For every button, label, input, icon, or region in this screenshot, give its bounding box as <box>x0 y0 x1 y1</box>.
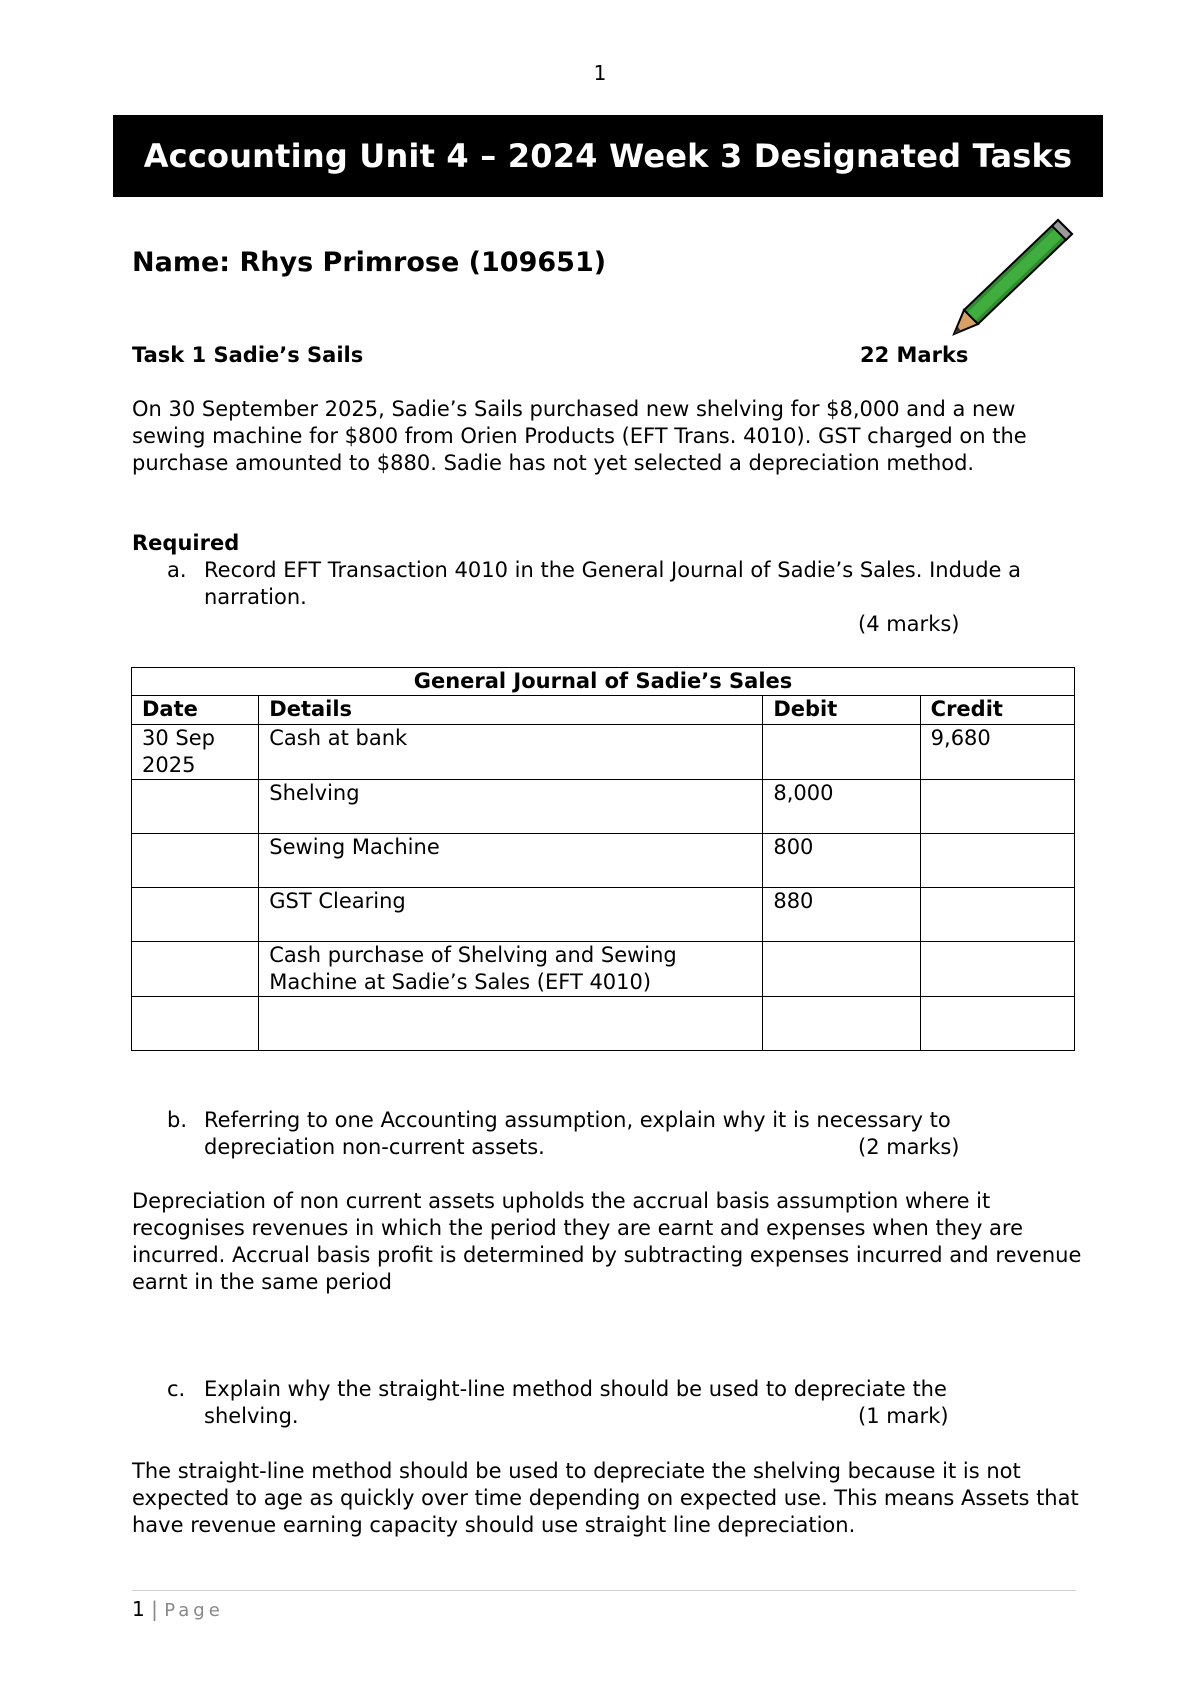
journal-cell-credit: 9,680 <box>920 725 1074 780</box>
journal-cell-date <box>132 942 259 997</box>
table-row <box>132 888 1075 942</box>
journal-cell-date <box>132 834 259 888</box>
question-c-line1: Explain why the straight-line method should be used to depreciate the <box>204 1377 947 1401</box>
journal-cell-date <box>132 997 259 1051</box>
page-title: Accounting Unit 4 – 2024 Week 3 Designated Tasks <box>143 136 1073 175</box>
question-b-marks: (2 marks) <box>858 1135 960 1159</box>
question-a-marks: (4 marks) <box>858 612 960 636</box>
journal-header-details: Details <box>259 696 763 725</box>
table-row <box>132 780 1075 834</box>
journal-cell-details: Shelving <box>259 780 763 834</box>
footer-page-label: Page <box>164 1600 224 1621</box>
task-marks: 22 Marks <box>860 343 969 367</box>
answer-c: The straight-line method should be used to depreciate the shelving because it is not expected to age as quickly over time depending on expected use. This means Assets that have revenue earning capacity should use straight line depreciation. <box>132 1459 1079 1537</box>
task-intro: On 30 September 2025, Sadie’s Sails purchased new shelving for $8,000 and a new sewing machine for $800 from Orien Products (EFT Trans. 4010). GST charged on the purchase amounted to $880. Sadie has not yet selected a depreciation method. <box>132 397 1027 475</box>
pencil-icon <box>950 214 1076 336</box>
student-name: Name: Rhys Primrose (109651) <box>132 247 607 278</box>
footer-divider <box>132 1590 1076 1591</box>
header-page-number: 1 <box>593 61 607 85</box>
question-b-letter: b. <box>167 1108 188 1132</box>
question-b-line2-row <box>204 1134 1087 1161</box>
journal-cell-details: Cash at bank <box>259 725 763 780</box>
footer-page-number: 1 <box>132 1597 145 1621</box>
journal-cell-date <box>132 780 259 834</box>
table-row <box>132 997 1075 1051</box>
journal-cell-details: GST Clearing <box>259 888 763 942</box>
question-c-line2-row <box>204 1403 1087 1430</box>
general-journal-table <box>131 667 1075 1051</box>
journal-cell-debit: 880 <box>763 888 920 942</box>
journal-caption: General Journal of Sadie’s Sales <box>132 668 1075 696</box>
table-row <box>132 725 1075 780</box>
required-heading: Required <box>132 531 240 555</box>
question-c-line2: shelving. <box>204 1404 299 1428</box>
journal-cell-details: Cash purchase of Shelving and Sewing Machine at Sadie’s Sales (EFT 4010) <box>259 942 763 997</box>
journal-cell-debit <box>763 942 920 997</box>
task-title: Task 1 Sadie’s Sails <box>132 343 364 367</box>
journal-cell-credit <box>920 780 1074 834</box>
journal-cell-debit: 8,000 <box>763 780 920 834</box>
journal-header-date: Date <box>132 696 259 725</box>
journal-cell-debit: 800 <box>763 834 920 888</box>
journal-cell-date <box>132 888 259 942</box>
table-row <box>132 942 1075 997</box>
question-a-letter: a. <box>167 558 187 582</box>
journal-cell-credit <box>920 834 1074 888</box>
journal-header-debit: Debit <box>763 696 920 725</box>
page-footer <box>132 1596 224 1624</box>
question-b <box>167 1107 1087 1161</box>
answer-b: Depreciation of non current assets upholds the accrual basis assumption where it recognises revenues in which the period they are earnt and expenses when they are incurred. Accrual basis profit is determined by subtracting expenses incurred and revenue earnt in the same period <box>132 1189 1082 1294</box>
journal-cell-details <box>259 997 763 1051</box>
question-b-line1: Referring to one Accounting assumption, explain why it is necessary to <box>204 1108 951 1132</box>
question-c-letter: c. <box>167 1377 186 1401</box>
journal-cell-credit <box>920 942 1074 997</box>
question-a-text: Record EFT Transaction 4010 in the General Journal of Sadie’s Sales. Indude a narration. <box>204 558 1022 609</box>
question-c-marks: (1 mark) <box>858 1404 949 1428</box>
journal-cell-debit <box>763 997 920 1051</box>
question-a <box>167 557 1077 611</box>
journal-cell-details: Sewing Machine <box>259 834 763 888</box>
table-row <box>132 834 1075 888</box>
journal-cell-date: 30 Sep 2025 <box>132 725 259 780</box>
journal-header-credit: Credit <box>920 696 1074 725</box>
journal-cell-debit <box>763 725 920 780</box>
journal-cell-credit <box>920 997 1074 1051</box>
journal-cell-credit <box>920 888 1074 942</box>
question-c <box>167 1376 1087 1430</box>
question-b-line2: depreciation non-current assets. <box>204 1135 545 1159</box>
title-banner <box>113 115 1103 197</box>
footer-separator: | <box>151 1597 158 1621</box>
